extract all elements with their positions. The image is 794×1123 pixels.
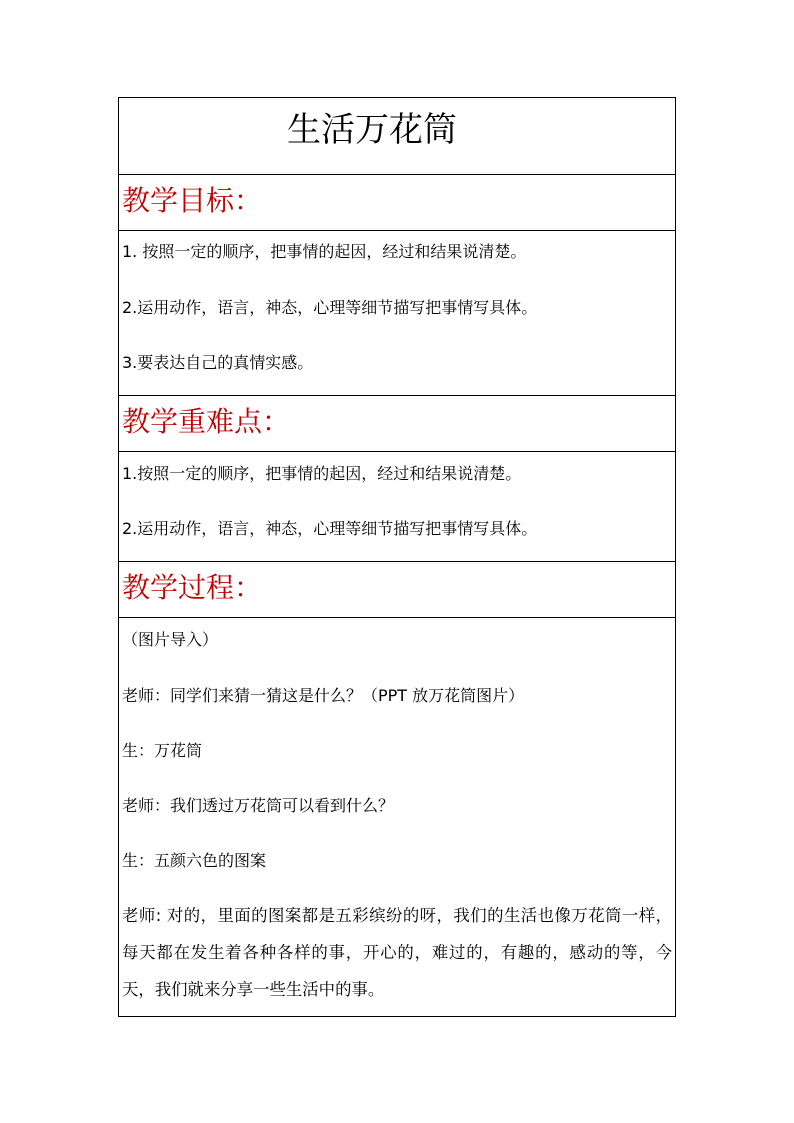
process-item-5: 生：五颜六色的图案 bbox=[122, 851, 267, 870]
goals-heading: 教学目标： bbox=[122, 184, 263, 217]
key-point-item-1: 1.按照一定的顺序，把事情的起因，经过和结果说清楚。 bbox=[122, 464, 522, 483]
goal-item-2: 2.运用动作，语言，神态，心理等细节描写把事情写具体。 bbox=[122, 298, 538, 317]
key-points-heading: 教学重难点： bbox=[122, 405, 291, 438]
key-points-heading-row bbox=[119, 395, 675, 451]
process-item-2: 老师：同学们来猜一猜这是什么？（PPT 放万花筒图片） bbox=[122, 686, 525, 705]
title-row bbox=[119, 98, 675, 174]
document-title: 生活万花筒 bbox=[287, 110, 457, 150]
process-content bbox=[119, 617, 675, 1016]
process-heading: 教学过程： bbox=[122, 571, 263, 604]
goals-content bbox=[119, 230, 675, 395]
process-item-4: 老师：我们透过万花筒可以看到什么？ bbox=[122, 796, 395, 815]
key-points-content bbox=[119, 451, 675, 561]
process-heading-row bbox=[119, 561, 675, 617]
lesson-plan-table bbox=[118, 97, 676, 1017]
goal-item-1: 1. 按照一定的顺序，把事情的起因，经过和结果说清楚。 bbox=[122, 242, 527, 261]
key-point-item-2: 2.运用动作，语言，神态，心理等细节描写把事情写具体。 bbox=[122, 519, 538, 538]
process-item-6: 老师: 对的，里面的图案都是五彩缤纷的呀，我们的生活也像万花筒一样，每天都在发生着各种各样的事，开心的，难过的，有趣的，感动的等，今天，我们就来分享一些生活中的事。 bbox=[122, 906, 672, 999]
goal-item-3: 3.要表达自己的真情实感。 bbox=[122, 353, 314, 372]
process-item-3: 生：万花筒 bbox=[122, 741, 203, 760]
goals-heading-row bbox=[119, 174, 675, 230]
process-item-1: （图片导入） bbox=[122, 630, 219, 649]
